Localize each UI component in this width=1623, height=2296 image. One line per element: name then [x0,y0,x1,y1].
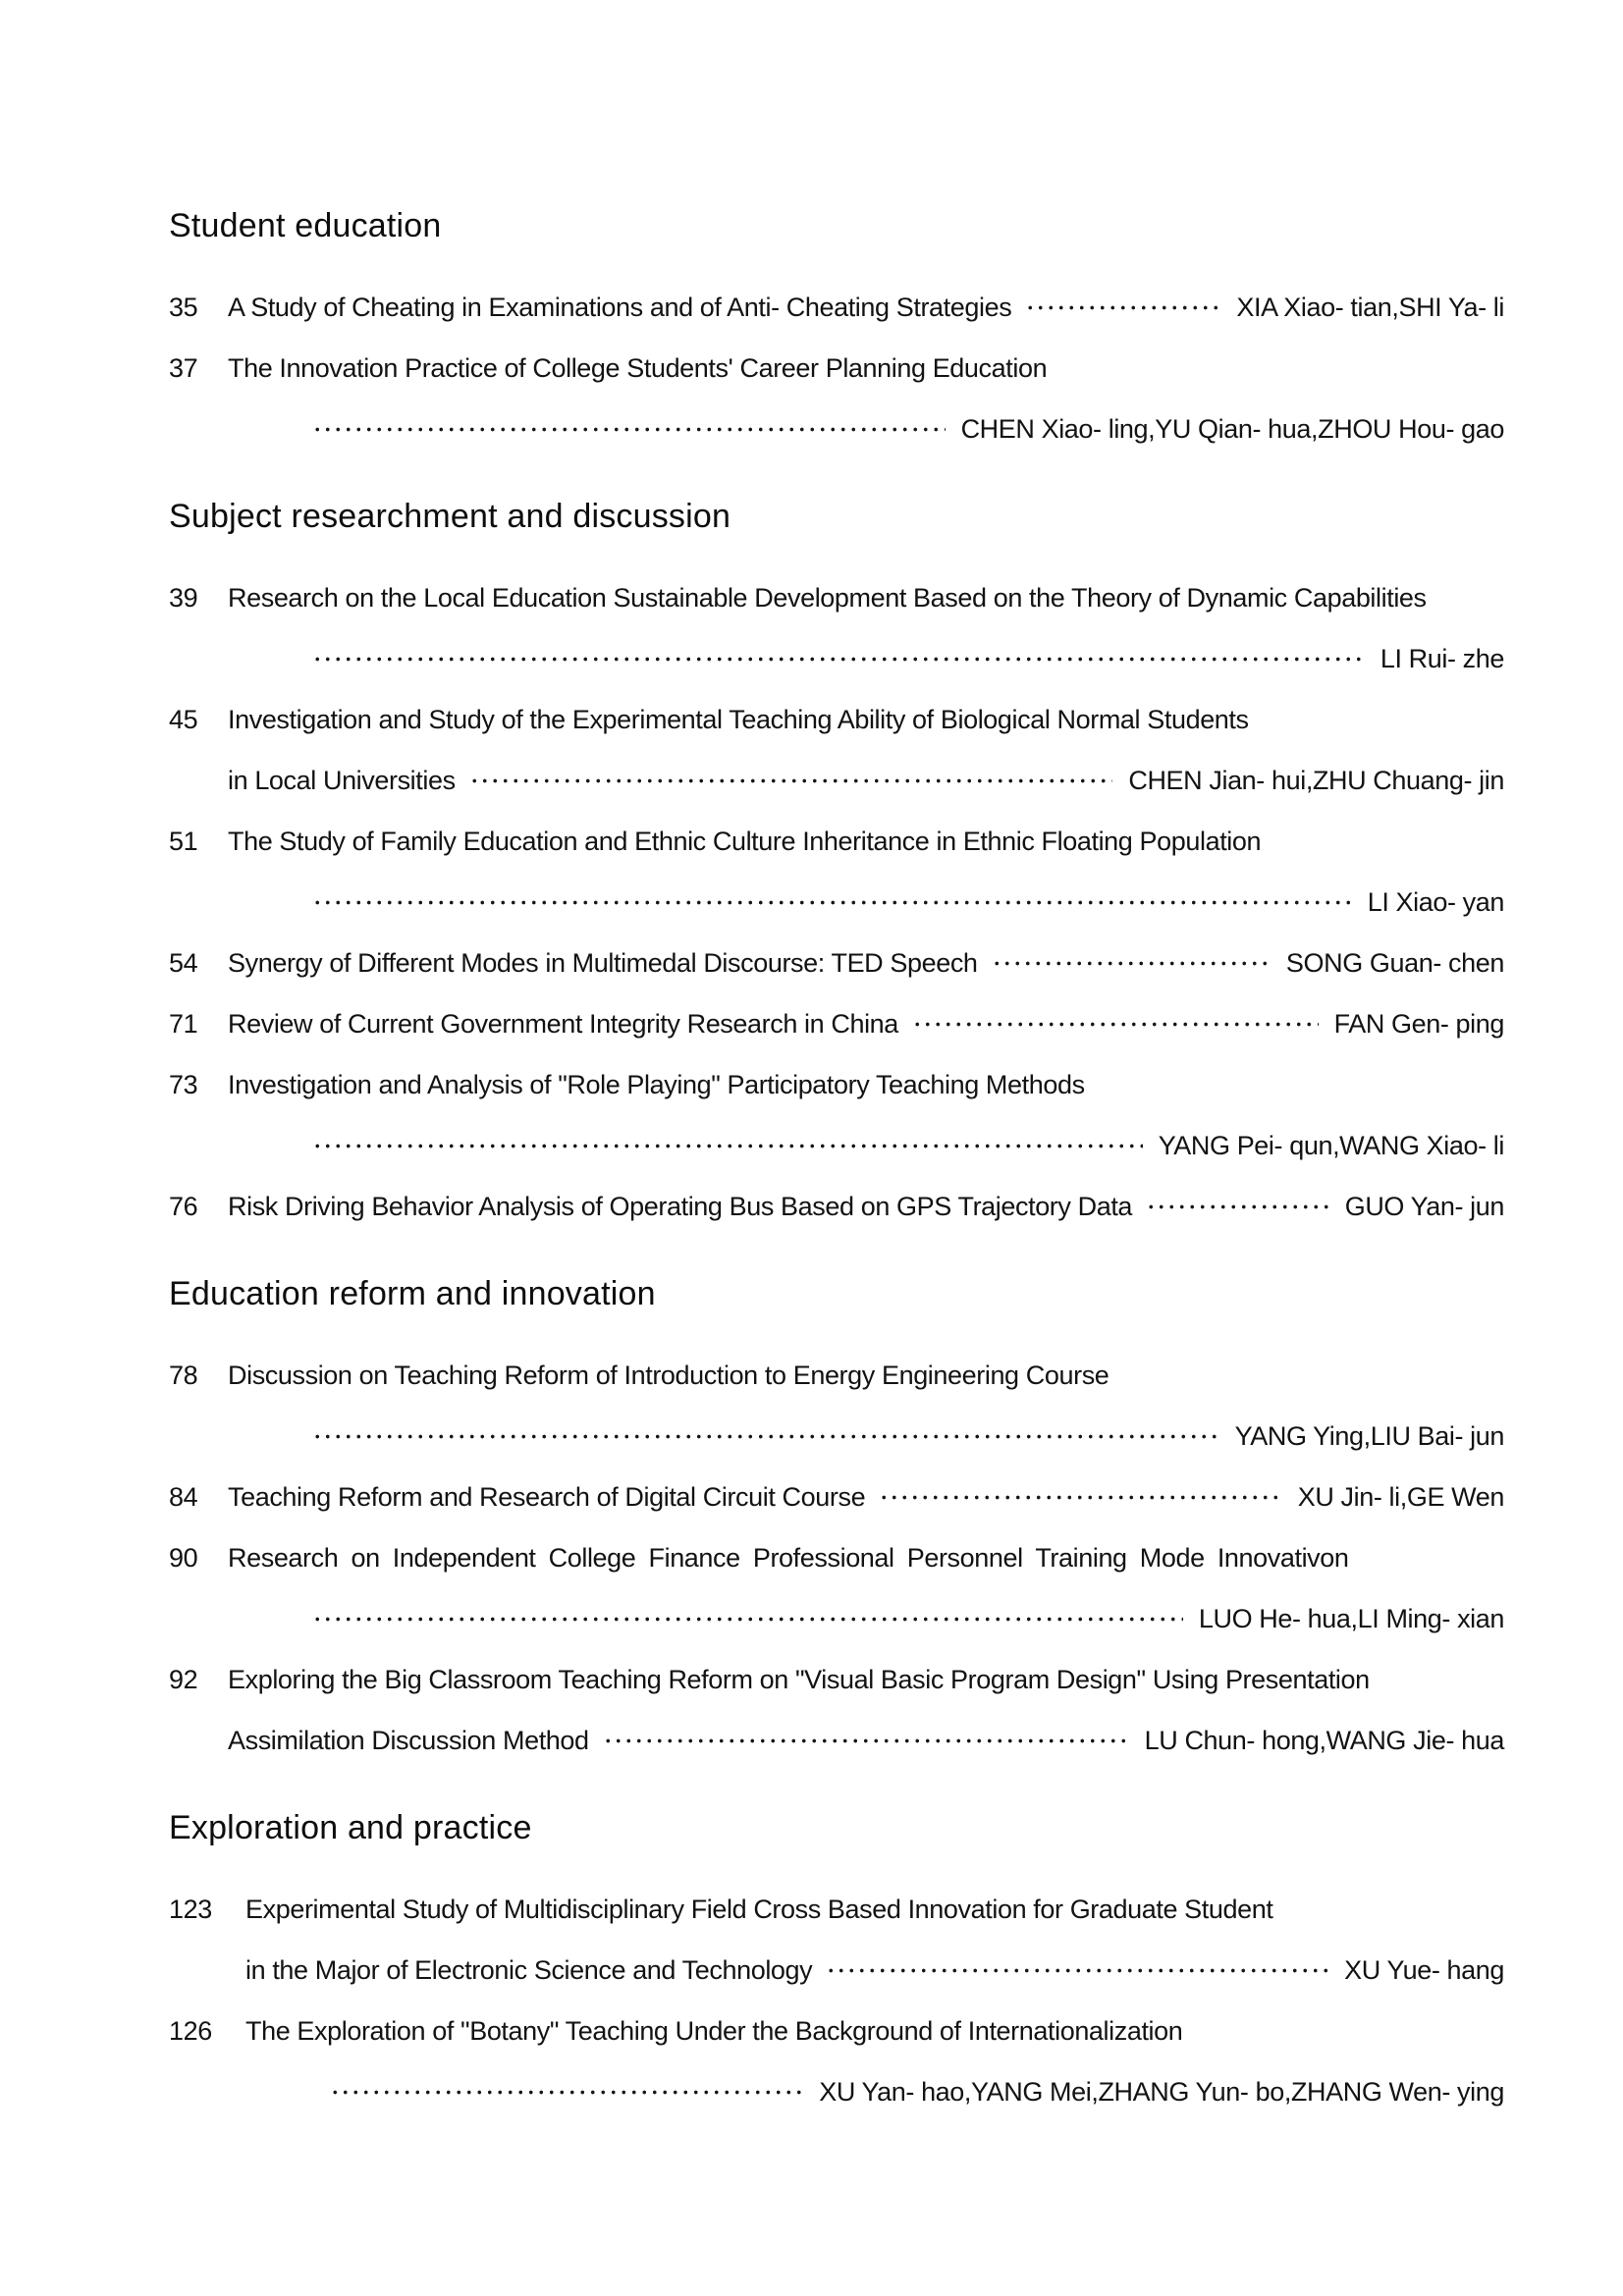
entry-line [245,2077,1504,2108]
entry-line [228,1604,1504,1634]
entry-title: Risk Driving Behavior Analysis of Operating Bus Based on GPS Trajectory Data [228,1191,1133,1221]
section-heading: Subject researchment and discussion [169,498,731,535]
entry-line [228,827,1504,857]
toc-entry-row [169,689,1504,750]
entry-line [245,1895,1504,1925]
entry-page-number: 123 [169,1894,212,1924]
toc-entry-author-row [169,872,1504,933]
entry-title: The Study of Family Education and Ethnic Culture Inheritance in Ethnic Floating Population [228,826,1262,856]
toc-entry-author-row [169,1115,1504,1176]
toc-section [169,497,1504,1237]
entry-page-number: 37 [169,352,198,383]
dot-leader [1025,294,1220,321]
entry-line [228,1070,1504,1100]
entry-title: The Innovation Practice of College Students' Career Planning Education [228,352,1048,383]
toc-entry-author-row [169,1406,1504,1467]
entry-line [228,1421,1504,1452]
entry-title: Investigation and Analysis of "Role Playing" Participatory Teaching Methods [228,1069,1085,1099]
entry-authors: LI Rui- zhe [1380,643,1504,673]
entry-line [228,644,1504,674]
entry-authors: CHEN Jian- hui,ZHU Chuang- jin [1128,765,1504,795]
toc-entry-row [169,1879,1504,1940]
dot-leader [330,2079,803,2106]
dot-leader [1146,1194,1329,1220]
entry-page-number: 84 [169,1481,198,1512]
entry-authors: YANG Pei- qun,WANG Xiao- li [1158,1130,1504,1160]
toc-entry-continuation-row [169,750,1504,811]
section-heading: Exploration and practice [169,1809,532,1846]
toc-entry-row [169,1467,1504,1527]
entry-title: Teaching Reform and Research of Digital Circuit Course [228,1481,866,1512]
dot-leader [312,889,1352,916]
entry-title: The Exploration of "Botany" Teaching Under the Background of Internationalization [245,2015,1183,2046]
toc-entry-row [169,2001,1504,2061]
entry-authors: GUO Yan- jun [1344,1191,1504,1221]
entry-title-continuation: in the Major of Electronic Science and Technology [245,1954,813,1985]
entry-page-number: 126 [169,2015,212,2046]
entry-title: Discussion on Teaching Reform of Introduction to Energy Engineering Course [228,1360,1109,1390]
entry-line [245,2016,1504,2047]
toc-entry-row [169,1054,1504,1115]
entry-title: Synergy of Different Modes in Multimedal Discourse: TED Speech [228,947,978,978]
entry-title: Experimental Study of Multidisciplinary Field Cross Based Innovation for Graduate Student [245,1894,1273,1924]
entry-authors: LU Chun- hong,WANG Jie- hua [1144,1725,1504,1755]
entry-title: Review of Current Government Integrity Research in China [228,1008,898,1039]
toc-entry-row [169,993,1504,1054]
entry-authors: XIA Xiao- tian,SHI Ya- li [1236,292,1504,322]
entry-title: A Study of Cheating in Examinations and of Anti- Cheating Strategies [228,292,1012,322]
entry-authors: YANG Ying,LIU Bai- jun [1234,1420,1504,1451]
toc-entry-continuation-row [169,1710,1504,1771]
toc-section [169,1808,1504,2122]
entry-line [245,1955,1504,1986]
section-heading: Student education [169,207,442,244]
entry-line [228,583,1504,614]
entry-line [228,1361,1504,1391]
entry-page-number: 73 [169,1069,198,1099]
dot-leader [312,1423,1219,1450]
entry-title: Exploring the Big Classroom Teaching Reform on "Visual Basic Program Design" Using Presentation [228,1664,1370,1694]
entry-line [228,1482,1504,1513]
entry-authors: LI Xiao- yan [1367,886,1504,917]
toc-entry-author-row [169,628,1504,689]
entry-page-number: 78 [169,1360,198,1390]
entry-line [228,766,1504,796]
toc-entry-continuation-row [169,1940,1504,2001]
dot-leader [826,1957,1328,1984]
toc-section [169,1274,1504,1771]
entry-authors: LUO He- hua,LI Ming- xian [1198,1603,1504,1633]
toc-entry-author-row [169,2061,1504,2122]
entry-line [228,705,1504,735]
entry-page-number: 51 [169,826,198,856]
entry-authors: SONG Guan- chen [1285,947,1504,978]
dot-leader [469,768,1113,794]
entry-line [228,1665,1504,1695]
toc-entry-row [169,338,1504,399]
entry-title: Investigation and Study of the Experimental Teaching Ability of Biological Normal Students [228,704,1249,734]
toc-entry-row [169,1649,1504,1710]
toc-section [169,206,1504,459]
section-heading: Education reform and innovation [169,1275,656,1312]
toc-entry-row [169,277,1504,338]
entry-title-continuation: in Local Universities [228,765,456,795]
entry-line [228,887,1504,918]
toc-entry-row [169,811,1504,872]
entry-page-number: 92 [169,1664,198,1694]
dot-leader [312,416,946,443]
entry-title: Research on the Local Education Sustainable Development Based on the Theory of Dynamic Capabilities [228,582,1427,613]
entry-authors: XU Yue- hang [1344,1954,1504,1985]
entry-authors: CHEN Xiao- ling,YU Qian- hua,ZHOU Hou- gao [960,413,1504,444]
dot-leader [992,950,1271,977]
entry-page-number: 54 [169,947,198,978]
entry-line [228,948,1504,979]
entry-line [228,414,1504,445]
dot-leader [312,1606,1183,1632]
entry-line [228,353,1504,384]
entry-page-number: 76 [169,1191,198,1221]
dot-leader [312,646,1365,672]
toc-entry-row [169,1527,1504,1588]
entry-line [228,1543,1504,1574]
entry-line [228,293,1504,323]
entry-title-continuation: Assimilation Discussion Method [228,1725,589,1755]
entry-page-number: 45 [169,704,198,734]
toc-entry-row [169,567,1504,628]
dot-leader [879,1484,1282,1511]
entry-page-number: 71 [169,1008,198,1039]
entry-page-number: 39 [169,582,198,613]
toc-entry-author-row [169,399,1504,459]
entry-line [228,1009,1504,1040]
entry-title: Research on Independent College Finance Professional Personnel Training Mode Innovativon [228,1542,1349,1573]
entry-line [228,1192,1504,1222]
dot-leader [912,1011,1319,1038]
entry-authors: FAN Gen- ping [1333,1008,1504,1039]
entry-authors: XU Jin- li,GE Wen [1297,1481,1504,1512]
dot-leader [312,1133,1143,1159]
toc-entry-row [169,933,1504,993]
dot-leader [603,1728,1129,1754]
entry-authors: XU Yan- hao,YANG Mei,ZHANG Yun- bo,ZHANG Wen- ying [819,2076,1504,2107]
toc-entry-author-row [169,1588,1504,1649]
entry-page-number: 90 [169,1542,198,1573]
entry-line [228,1726,1504,1756]
toc-entry-row [169,1345,1504,1406]
toc-content [169,206,1504,2122]
toc-entry-row [169,1176,1504,1237]
entry-line [228,1131,1504,1161]
entry-page-number: 35 [169,292,198,322]
